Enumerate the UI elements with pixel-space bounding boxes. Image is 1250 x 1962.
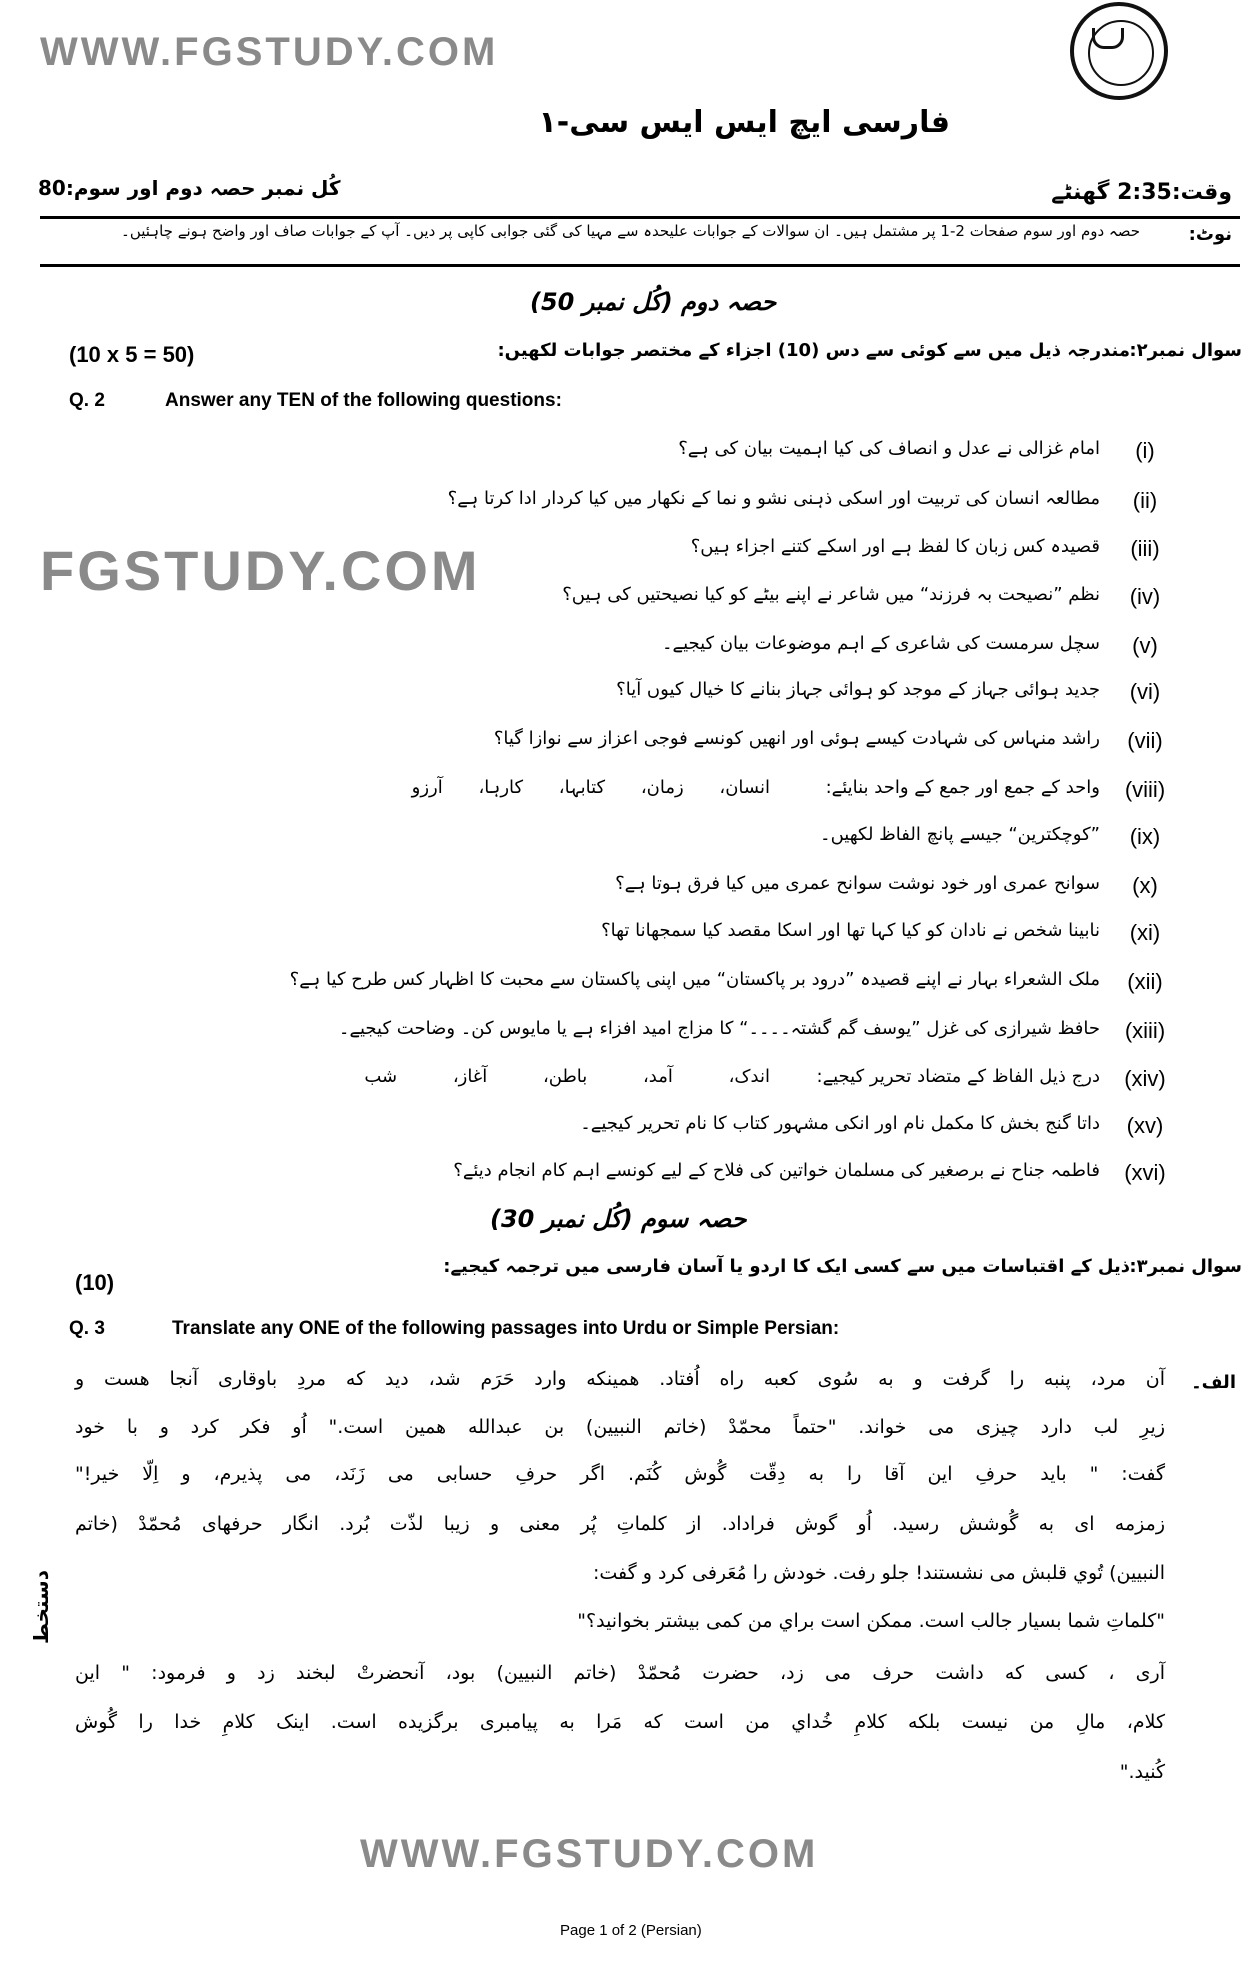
item-text: فاطمہ جناح نے برصغیر کی مسلمان خواتین کی فلاح کے لیے کونسے اہم کام انجام دیئے؟ <box>453 1160 1100 1181</box>
item-text: واحد کے جمع اور جمع کے واحد بنایئے: <box>825 777 1100 798</box>
section2-heading: حصہ دوم (کُل نمبر 50) <box>530 288 777 316</box>
question-item <box>0 914 1250 954</box>
item-text: درج ذیل الفاظ کے متضاد تحریر کیجیے: <box>816 1066 1100 1087</box>
section3-heading: حصہ سوم (کُل نمبر 30) <box>490 1205 747 1233</box>
item-number: (iv) <box>1129 584 1161 609</box>
time-allowed: وقت:2:35 گھنٹے <box>1051 180 1232 205</box>
item-number: (viii) <box>1124 777 1166 802</box>
item-text: امام غزالی نے عدل و انصاف کی کیا اہمیت بیان کی ہے؟ <box>678 438 1100 459</box>
item-number: (ix) <box>1129 824 1161 849</box>
q2-marks: (10 x 5 = 50) <box>69 342 195 367</box>
item-number: (xvi) <box>1124 1160 1166 1185</box>
q3-label-urdu: سوال نمبر۳: <box>1129 1256 1242 1277</box>
q2-instruction: Answer any TEN of the following questions: <box>165 390 562 411</box>
watermark-top: WWW.FGSTUDY.COM <box>40 30 499 74</box>
passage-line: آن مرد، پنبه را گرفت و به سُوی کعبه راه اُفتاد. همینکه وارد حَرَم شد، دید که مردِ باوقاری آنجا هست و <box>75 1368 1165 1390</box>
item-number: (xii) <box>1127 969 1163 994</box>
side-note: دستخط <box>28 1570 53 1644</box>
note-label: نوٹ: <box>1188 224 1232 245</box>
item-number: (xiv) <box>1124 1066 1166 1091</box>
item-text: ملک الشعراء بہار نے اپنے قصیدہ ”درود بر پاکستان“ میں اپنی پاکستان سے محبت کا اظہار کس طرح کیا ہے؟ <box>289 969 1100 990</box>
watermark-middle: FGSTUDY.COM <box>40 539 481 602</box>
q3-marks: (10) <box>75 1270 115 1295</box>
item-text: ”کوچکترین“ جیسے پانچ الفاظ لکھیں۔ <box>820 824 1100 845</box>
divider-bottom <box>40 264 1240 267</box>
item-text: جدید ہوائی جہاز کے موجد کو ہوائی جہاز بنانے کا خیال کیوں آیا؟ <box>616 679 1100 700</box>
question-item <box>0 1154 1250 1194</box>
question-item <box>0 963 1250 1003</box>
item-words: انسان، زمان، کتابہا، کارہا، آرزو <box>411 777 770 798</box>
q2-label-urdu: سوال نمبر۲: <box>1129 340 1242 361</box>
note-text: حصہ دوم اور سوم صفحات 2-1 پر مشتمل ہیں۔ ان سوالات کے جوابات علیحدہ سے مہیا کی گئی جوابی کاپی پر دیں۔ آپ کے جوابات صاف اور واضح ہونے چاہئیں۔ <box>121 222 1140 240</box>
q3-number: Q. 3 <box>69 1318 105 1339</box>
question-item <box>0 1060 1250 1100</box>
item-text: نابینا شخص نے نادان کو کیا کہا تھا اور اسکا مقصد کیا سمجھانا تھا؟ <box>601 920 1100 941</box>
passage-line: کلام، مالِ من نیست بلکه کلامِ خُداي من است که مَرا به پیامبری برگزیده است. اینک کلامِ خدا را گُوش <box>75 1711 1165 1733</box>
item-number: (v) <box>1132 633 1158 658</box>
question-item <box>0 673 1250 713</box>
question-item <box>0 1012 1250 1052</box>
item-number: (vi) <box>1129 679 1161 704</box>
item-text: نظم ”نصیحت بہ فرزند“ میں شاعر نے اپنے بیٹے کو کیا نصیحتیں کی ہیں؟ <box>562 584 1100 605</box>
q3-instruction: Translate any ONE of the following passages into Urdu or Simple Persian: <box>172 1318 840 1339</box>
question-item <box>0 1107 1250 1147</box>
question-item <box>0 867 1250 907</box>
item-text: حافظ شیرازی کی غزل ”یوسف گم گشتہ۔۔۔۔“ کا مزاج امید افزاء ہے یا مایوس کن۔ وضاحت کیجیے۔ <box>338 1018 1100 1039</box>
passage-line: "کلماتِ شما بسیار جالب است. ممکن است براي من کمی بیشتر بخوانید؟" <box>577 1610 1165 1632</box>
q2-number: Q. 2 <box>69 390 105 411</box>
item-number: (xi) <box>1129 920 1161 945</box>
item-text: سوانح عمری اور خود نوشت سوانح عمری میں کیا فرق ہوتا ہے؟ <box>615 873 1100 894</box>
passage-line: گفت: " باید حرفِ این آقا را به دِقّت گُوش کُنَم. اگر حرفِ حسابی می زَنَد، می پذیرم، و اِلّا خیر!" <box>75 1463 1165 1485</box>
passage-line: آری ، کسی که داشت حرف می زد، حضرت مُحمّدْ (خاتم النبیین) بود، آنحضرتْ لبخند زد و فرمود: " این <box>75 1662 1165 1684</box>
item-text: مطالعہ انسان کی تربیت اور اسکی ذہنی نشو و نما کے نکھار میں کیا کردار ادا کرتا ہے؟ <box>447 488 1100 509</box>
question-item <box>0 627 1250 667</box>
item-number: (xv) <box>1126 1113 1164 1138</box>
question-item <box>0 482 1250 522</box>
item-number: (ii) <box>1132 488 1158 513</box>
total-marks: کُل نمبر حصہ دوم اور سوم:80 <box>38 176 341 200</box>
passage-line: کُنید." <box>1119 1761 1165 1783</box>
passage-line: زیرِ لب دارد چیزی می خواند. "حتماً محمّدْ (خاتم النبیین) بن عبدالله همین است." اُو فکر کرد و با خود <box>75 1416 1165 1438</box>
q3-instruction-urdu: ذیل کے اقتباسات میں سے کسی ایک کا اردو یا آسان فارسی میں ترجمہ کیجیے: <box>443 1256 1130 1277</box>
passage-line: زمزمه ای به گُوشش رسید. اُو گوش فراداد. از کلماتِ پُر معنی و زیبا لذّت بُرد. انگار حرفهای مُحمّدْ (خاتم <box>75 1513 1165 1535</box>
question-item <box>0 530 1250 570</box>
item-number: (x) <box>1132 873 1158 898</box>
paper-title: فارسی ایچ ایس ایس سی-۱ <box>538 105 950 140</box>
item-text: قصیدہ کس زبان کا لفظ ہے اور اسکے کتنے اجزاء ہیں؟ <box>690 536 1100 557</box>
question-item <box>0 578 1250 618</box>
question-item <box>0 722 1250 762</box>
page-footer: Page 1 of 2 (Persian) <box>560 1922 702 1939</box>
question-item <box>0 818 1250 858</box>
item-words: اندک، آمد، باطن، آغاز، شب <box>364 1066 770 1087</box>
question-item <box>0 432 1250 472</box>
q2-instruction-urdu: مندرجہ ذیل میں سے کوئی سے دس (10) اجزاء کے مختصر جوابات لکھیں: <box>497 340 1130 361</box>
item-number: (vii) <box>1127 728 1163 753</box>
item-text: داتا گنج بخش کا مکمل نام اور انکی مشہور کتاب کا نام تحریر کیجیے۔ <box>580 1113 1100 1134</box>
divider-top <box>40 216 1240 219</box>
passage-label: الف۔ <box>1191 1372 1236 1393</box>
question-item <box>0 771 1250 811</box>
item-number: (xiii) <box>1124 1018 1166 1043</box>
passage-line: النبیین) تُوي قلبش می نشستند! جلو رفت. خودش را مُعَرفی کرد و گفت: <box>592 1562 1165 1584</box>
board-logo <box>1070 2 1168 100</box>
watermark-passage: WWW.FGSTUDY.COM <box>360 1832 819 1876</box>
item-text: راشد منہاس کی شہادت کیسے ہوئی اور انھیں کونسے فوجی اعزاز سے نوازا گیا؟ <box>493 728 1100 749</box>
item-number: (iii) <box>1130 536 1160 561</box>
item-text: سچل سرمست کی شاعری کے اہم موضوعات بیان کیجیے۔ <box>661 633 1100 654</box>
item-number: (i) <box>1135 438 1155 463</box>
